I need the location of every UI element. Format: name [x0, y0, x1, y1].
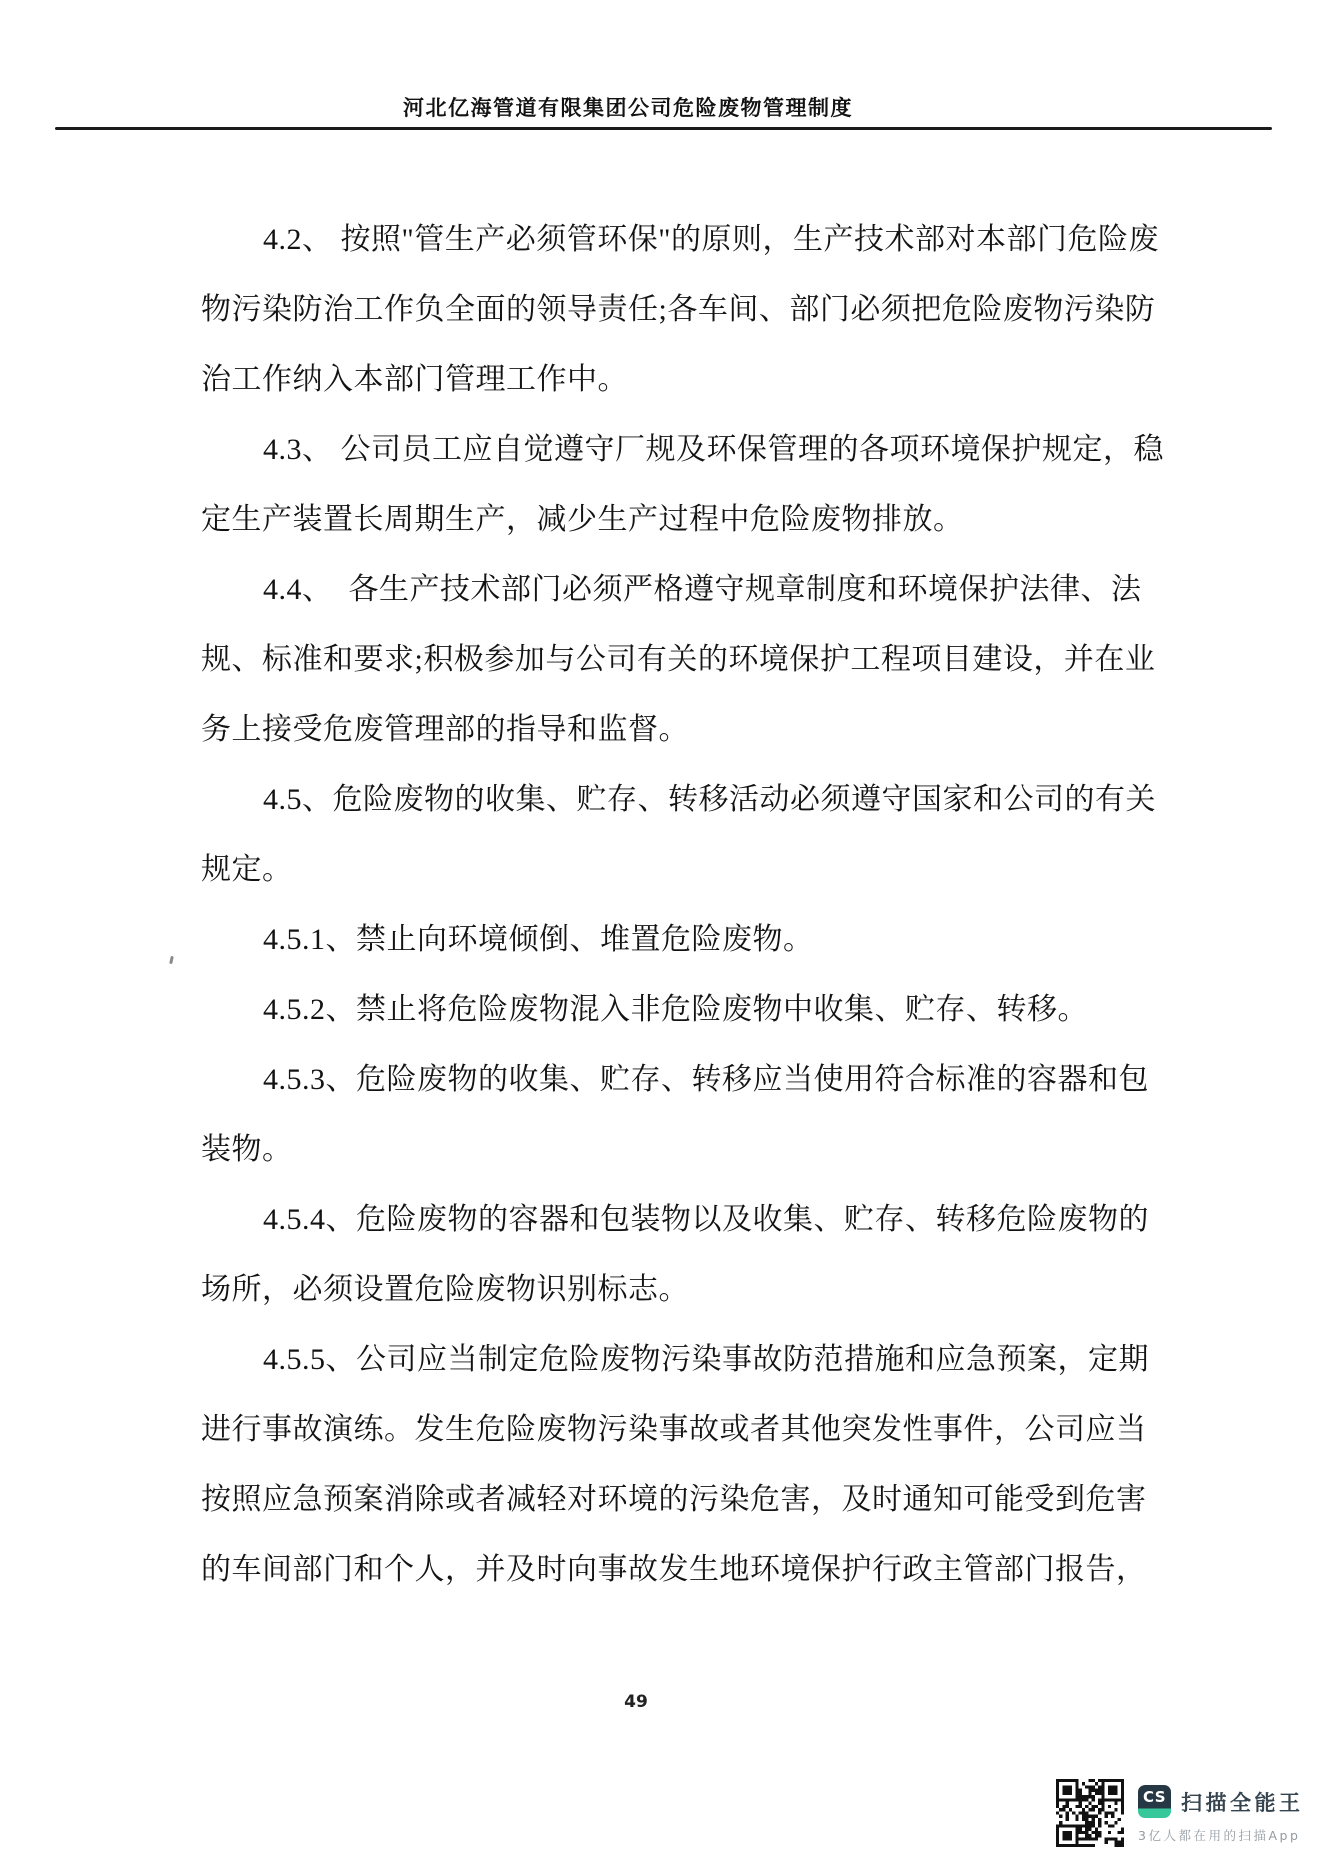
- paragraph-4-5-5-line: 进行事故演练。发生危险废物污染事故或者其他突发性事件，公司应当: [201, 1413, 1147, 1446]
- paragraph-4-3-line: 定生产装置长周期生产，减少生产过程中危险废物排放。: [201, 503, 964, 536]
- paragraph-4-2-line: 4.2、 按照"管生产必须管环保"的原则，生产技术部对本部门危险废: [263, 223, 1159, 256]
- camscanner-text-block: [1138, 1779, 1304, 1844]
- camscanner-watermark: [1056, 1779, 1304, 1847]
- document-body: [201, 205, 1262, 1605]
- camscanner-logo-letters: CS: [1142, 1788, 1167, 1806]
- scan-artifact-dot: [169, 956, 174, 964]
- paragraph-4-4-line: 务上接受危废管理部的指导和监督。: [201, 713, 689, 746]
- camscanner-tagline: 3亿人都在用的扫描App: [1138, 1828, 1301, 1843]
- paragraph-4-4-line: 4.4、 各生产技术部门必须严格遵守规章制度和环境保护法律、法: [263, 573, 1142, 606]
- paragraph-4-5-4-line: 场所，必须设置危险废物识别标志。: [201, 1273, 689, 1306]
- header-divider: [55, 127, 1272, 130]
- document-header-title: 河北亿海管道有限集团公司危险废物管理制度: [403, 96, 853, 120]
- page-number: 49: [624, 1692, 648, 1712]
- paragraph-4-5-line: 规定。: [201, 853, 293, 886]
- paragraph-4-3-line: 4.3、 公司员工应自觉遵守厂规及环保管理的各项环境保护规定，稳: [263, 433, 1164, 466]
- paragraph-4-5-2-line: 4.5.2、禁止将危险废物混入非危险废物中收集、贮存、转移。: [263, 993, 1088, 1026]
- paragraph-4-2-line: 治工作纳入本部门管理工作中。: [201, 363, 628, 396]
- paragraph-4-5-3-line: 4.5.3、危险废物的收集、贮存、转移应当使用符合标准的容器和包: [263, 1063, 1149, 1096]
- camscanner-brand-name: 扫描全能王: [1181, 1790, 1304, 1815]
- paragraph-4-4-line: 规、标准和要求;积极参加与公司有关的环境保护工程项目建设，并在业: [201, 643, 1156, 676]
- paragraph-4-5-3-line: 装物。: [201, 1133, 293, 1166]
- paragraph-4-5-1-line: 4.5.1、禁止向环境倾倒、堆置危险废物。: [263, 923, 814, 956]
- camscanner-logo-icon: [1138, 1785, 1171, 1818]
- paragraph-4-5-4-line: 4.5.4、危险废物的容器和包装物以及收集、贮存、转移危险废物的: [263, 1203, 1149, 1236]
- paragraph-4-5-5-line: 的车间部门和个人，并及时向事故发生地环境保护行政主管部门报告，: [201, 1553, 1147, 1586]
- paragraph-4-5-5-line: 4.5.5、公司应当制定危险废物污染事故防范措施和应急预案，定期: [263, 1343, 1149, 1376]
- paragraph-4-2-line: 物污染防治工作负全面的领导责任;各车间、部门必须把危险废物污染防: [201, 293, 1156, 326]
- qr-code: [1056, 1779, 1124, 1847]
- paragraph-4-5-line: 4.5、危险废物的收集、贮存、转移活动必须遵守国家和公司的有关: [263, 783, 1156, 816]
- paragraph-4-5-5-line: 按照应急预案消除或者减轻对环境的污染危害，及时通知可能受到危害: [201, 1483, 1147, 1516]
